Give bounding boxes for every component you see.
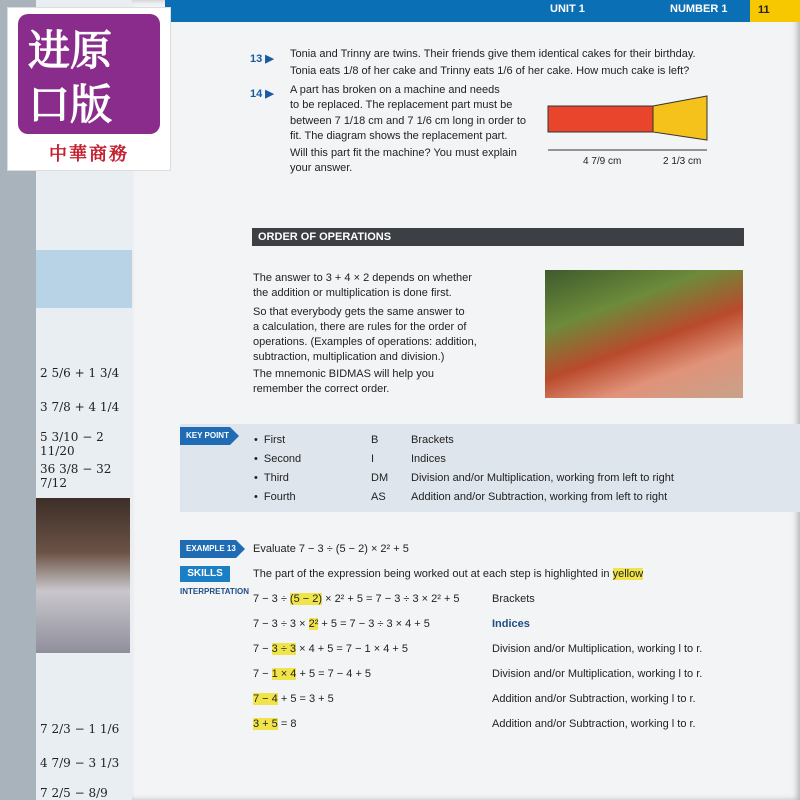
part-red-section [548,106,653,132]
part-yellow-section [653,96,707,140]
example-intro: The part of the expression being worked out at each step is highlighted in yellow [253,568,644,580]
skill-name: INTERPRETATION [180,587,250,596]
kp-desc-4: Addition and/or Subtraction, working from left to right [411,491,668,503]
page-number: 11 [750,0,800,22]
step-5-note: Addition and/or Subtraction, working l to r. [492,693,696,705]
kp-letter-2: I [371,453,375,465]
step-3: 7 − 3 ÷ 3 × 4 + 5 = 7 − 1 × 4 + 5 [253,643,408,655]
para3-line2: remember the correct order. [253,383,390,395]
left-sum-2: 3 7/8 + 4 1/4 [40,400,120,414]
question-14-line-2: to be replaced. The replacement part must be [290,99,513,111]
step-1-note: Brackets [492,593,535,605]
kp-order-4: • Fourth [254,490,296,505]
para3-line1: The mnemonic BIDMAS will help you [253,368,434,380]
replacement-part-diagram [545,92,715,172]
kp-desc-3: Division and/or Multiplication, working from left to right [411,472,674,484]
watermark-logo [7,7,171,171]
unit-label: UNIT 1 [550,3,585,15]
left-bottom-1: 7 2/3 − 1 1/6 [40,722,120,736]
kp-letter-4: AS [371,491,386,503]
logo-text-bottom: 口版 [28,80,113,129]
left-bottom-2: 4 7/9 − 3 1/3 [40,756,120,770]
step-4: 7 − 1 × 4 + 5 = 7 − 4 + 5 [253,668,372,680]
section-title: ORDER OF OPERATIONS [252,228,744,246]
kp-desc-2: Indices [411,453,446,465]
left-photo [36,498,130,653]
step-2-note: Indices [492,618,530,630]
intro-highlight: yellow [612,568,644,580]
skills-tag: SKILLS [180,566,230,582]
step-6: 3 + 5 = 8 [253,718,297,730]
para1-line2: the addition or multiplication is done first. [253,287,452,299]
dimension-label-a: 4 7/9 cm [583,156,622,167]
question-14-line-1: A part has broken on a machine and needs [290,84,500,96]
question-13-line-2: Tonia eats 1/8 of her cake and Trinny eats 1/6 of her cake. How much cake is left? [290,65,690,77]
para2-line1: So that everybody gets the same answer to [253,306,465,318]
chapter-label: NUMBER 1 [670,3,728,15]
question-14-line-5: Will this part fit the machine? You must explain [290,147,517,159]
step-2: 7 − 3 ÷ 3 × 2² + 5 = 7 − 3 ÷ 3 × 4 + 5 [253,618,430,630]
kp-order-1: • First [254,433,285,448]
question-14-line-6: your answer. [290,162,353,174]
dimension-label-b: 2 1/3 cm [663,156,702,167]
key-point-tag: KEY POINT [180,427,230,445]
para2-line2: a calculation, there are rules for the order of [253,321,467,333]
question-14-line-4: fit. The diagram shows the replacement part. [290,130,508,142]
left-sum-1: 2 5/6 + 1 3/4 [40,366,120,380]
kp-letter-3: DM [371,472,389,484]
example-prompt: Evaluate 7 − 3 ÷ (5 − 2) × 2² + 5 [253,543,409,555]
students-photo [545,270,743,398]
kp-order-3: • Third [254,471,289,486]
question-14-line-3: between 7 1/18 cm and 7 1/6 cm long in order to [290,115,527,127]
example-tag: EXAMPLE 13 [180,540,236,558]
kp-desc-1: Brackets [411,434,454,446]
question-13-number: 13 ▶ [250,53,274,65]
logo-text-top: 进原 [28,26,113,75]
kp-letter-1: B [371,434,379,446]
step-5: 7 − 4 + 5 = 3 + 5 [253,693,334,705]
step-3-note: Division and/or Multiplication, working l to r. [492,643,703,655]
step-4-note: Division and/or Multiplication, working l to r. [492,668,703,680]
logo-publisher: 中華商務 [49,144,129,164]
page-header [165,0,800,22]
para2-line4: subtraction, multiplication and division.) [253,351,445,363]
para2-line3: operations. (Examples of operations: addition, [253,336,477,348]
left-sum-3: 5 3/10 − 2 11/20 [40,430,104,458]
step-6-note: Addition and/or Subtraction, working l to r. [492,718,696,730]
kp-order-2: • Second [254,452,301,467]
left-bottom-3: 7 2/5 − 8/9 [40,786,108,800]
left-sum-4: 36 3/8 − 32 7/12 [40,462,112,490]
question-13-line-1: Tonia and Trinny are twins. Their friends give them identical cakes for their birthday. [290,48,696,60]
question-14-number: 14 ▶ [250,88,274,100]
para1-line1: The answer to 3 + 4 × 2 depends on whether [253,272,472,284]
left-page-band [36,250,132,308]
step-1: 7 − 3 ÷ (5 − 2) × 2² + 5 = 7 − 3 ÷ 3 × 2² + 5 [253,593,460,605]
